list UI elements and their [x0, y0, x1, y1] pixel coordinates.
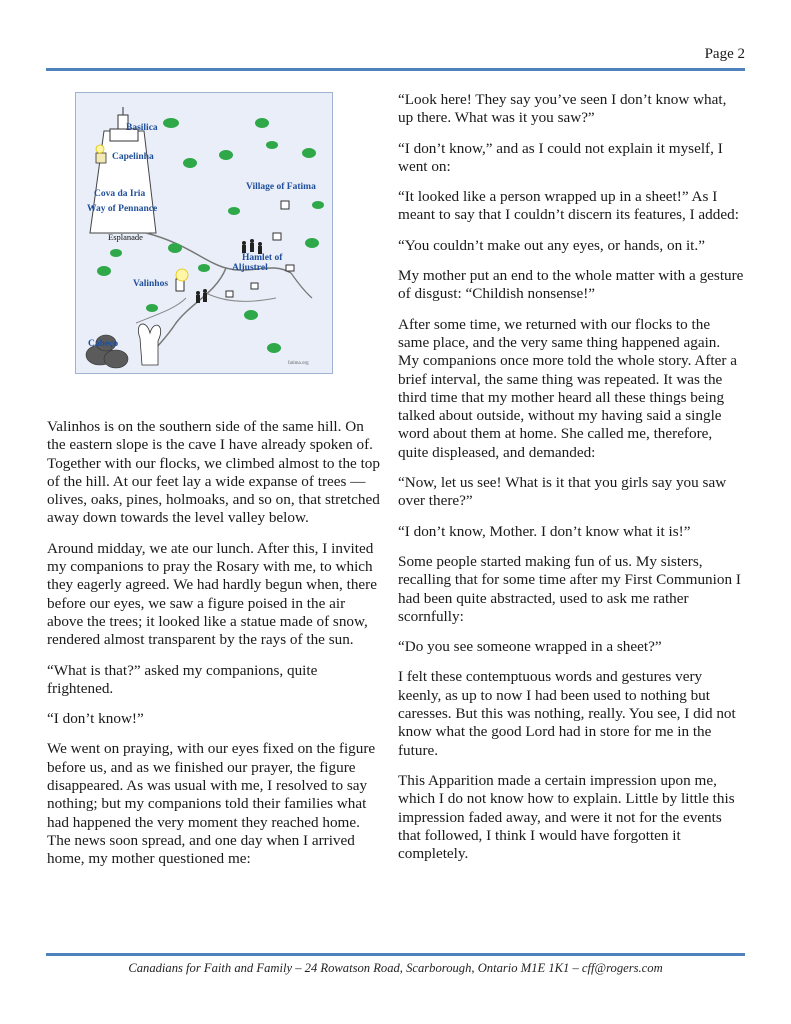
map-credit: fatima.org — [288, 361, 309, 366]
body-paragraph: Some people started making fun of us. My sisters, recalling that for some time after my First Communion I had been quite abstracted, used to ask me rather scornfully: — [398, 552, 741, 625]
body-paragraph: “I don’t know,” and as I could not explain it myself, I went on: — [398, 139, 723, 175]
page-number: Page 2 — [704, 46, 745, 62]
header-rule — [46, 68, 745, 71]
footer-rule — [46, 953, 745, 956]
right-column — [398, 91, 744, 875]
map-label-cova-da-iria: Cova da Iria — [94, 189, 146, 199]
body-paragraph: “Do you see someone wrapped in a sheet?” — [398, 638, 662, 656]
body-paragraph: “Now, let us see! What is it that you girls say you saw over there?” — [398, 474, 727, 510]
map-label-valinhos: Valinhos — [133, 279, 169, 289]
map-label-hamlet-line1: Hamlet of — [242, 253, 283, 263]
map-label-way-of-penance: Way of Pennance — [87, 204, 158, 214]
body-paragraph: Around midday, we ate our lunch. After this, I invited my companions to pray the Rosary with me, to which they eagerly agreed. We had hardly begun when, there before our eyes, we saw a figure poised in the air above the trees; it looked like a statue made of snow, rendered almost transparent by the rays of the sun. — [47, 539, 377, 649]
body-paragraph: My mother put an end to the whole matter with a gesture of disgust: “Childish nonsense!” — [398, 267, 744, 303]
body-paragraph: “You couldn’t make out any eyes, or hands, on it.” — [398, 236, 705, 254]
body-paragraph: “I don’t know, Mother. I don’t know what it is!” — [398, 522, 691, 540]
fatima-map — [75, 92, 333, 374]
body-paragraph: We went on praying, with our eyes fixed on the figure before us, and as we finished our prayer, the figure disappeared. As was usual with me, I resolved to say nothing; but my companions told their families what had happened the very moment they reached home. The news soon spread, and one day when I arrived home, my mother questioned me: — [47, 740, 376, 868]
body-paragraph: “I don’t know!” — [47, 710, 144, 728]
left-column — [47, 418, 382, 881]
body-paragraph: Valinhos is on the southern side of the same hill. On the eastern slope is the cave I have already spoken of. Together with our flocks, we climbed almost to the top of the hill. At our feet lay a wide expanse of trees — olives, oaks, pines, holmoaks, and so on, that stretched away down towards the level valley below. — [47, 418, 380, 527]
body-paragraph: After some time, we returned with our flocks to the same place, and the very same thing happened again. My companions once more told the whole story. After a brief interval, the same thing was repeated. It was the third time that my mother heard all these things being talked about outside, without my having said a single word about them at home. She called me, therefore, quite displeased, and demanded: — [398, 315, 737, 461]
map-label-capelinha: Capelinha — [112, 152, 154, 162]
map-label-cabeco: Cabeço — [88, 339, 119, 349]
body-paragraph: “What is that?” asked my companions, quite frightened. — [47, 661, 318, 697]
map-label-esplanade: Esplanade — [108, 232, 143, 242]
map-label-hamlet-line2: Aljustrel — [232, 263, 268, 273]
body-paragraph: “It looked like a person wrapped up in a sheet!” As I meant to say that I couldn’t discern its features, I added: — [398, 188, 739, 224]
map-label-village-of-fatima: Village of Fatima — [246, 182, 316, 192]
body-paragraph: This Apparition made a certain impression upon me, which I do not know how to explain. Little by little this impression faded away, and were it not for the events that followed, I think I would have forgotten it completely. — [398, 771, 735, 863]
body-paragraph: “Look here! They say you’ve seen I don’t know what, up there. What was it you saw?” — [398, 91, 727, 127]
body-paragraph: I felt these contemptuous words and gestures very keenly, as up to now I had been used to nothing but caresses. But this was nothing, really. You see, I did not know what the good Lord had in store for me in the future. — [398, 668, 736, 759]
footer-contact: Canadians for Faith and Family – 24 Rowatson Road, Scarborough, Ontario M1E 1K1 – cff@rogers.com — [128, 961, 663, 975]
map-label-basilica: Basilica — [126, 123, 158, 133]
